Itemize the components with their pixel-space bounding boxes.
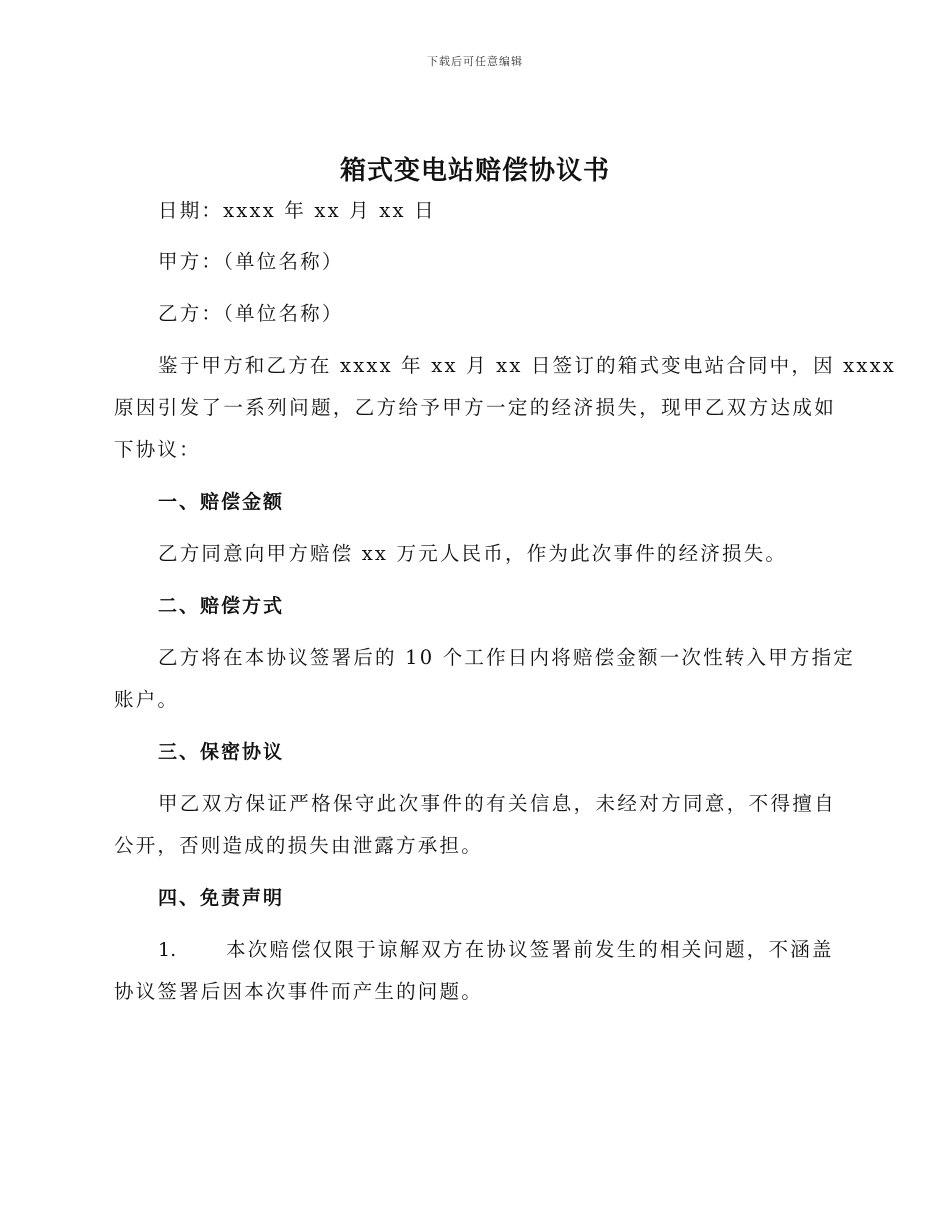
intro-paragraph-line: 鉴于甲方和乙方在 xxxx 年 xx 月 xx 日签订的箱式变电站合同中，因 xxxx <box>158 354 896 377</box>
section-text-line: 乙方将在本协议签署后的 10 个工作日内将赔偿金额一次性转入甲方指定 <box>158 646 856 669</box>
section-text-line: 甲乙双方保证严格保守此次事件的有关信息，未经对方同意，不得擅自 <box>158 792 836 815</box>
section-heading-confidentiality: 三、保密协议 <box>158 741 285 763</box>
section-text-line: 本次赔偿仅限于谅解双方在协议签署前发生的相关问题，不涵盖 <box>226 938 834 961</box>
section-heading-compensation-method: 二、赔偿方式 <box>158 595 285 617</box>
section-text-line: 乙方同意向甲方赔偿 xx 万元人民币，作为此次事件的经济损失。 <box>158 542 788 565</box>
section-text-line: 协议签署后因本次事件而产生的问题。 <box>114 980 483 1003</box>
date-line: 日期：xxxx 年 xx 月 xx 日 <box>158 199 436 222</box>
intro-paragraph-line: 原因引发了一系列问题，乙方给予甲方一定的经济损失，现甲乙双方达成如 <box>114 396 836 419</box>
page-header-note: 下载后可任意编辑 <box>427 55 523 68</box>
section-heading-disclaimer: 四、免责声明 <box>158 887 285 909</box>
party-b-line: 乙方：（单位名称） <box>158 302 344 325</box>
intro-paragraph-line: 下协议： <box>114 438 201 461</box>
section-text-line: 账户。 <box>114 688 180 711</box>
section-heading-compensation-amount: 一、赔偿金额 <box>158 491 285 513</box>
document-title: 箱式变电站赔偿协议书 <box>339 156 610 186</box>
section-text-line: 公开，否则造成的损失由泄露方承担。 <box>114 834 483 857</box>
party-a-line: 甲方：（单位名称） <box>158 250 344 273</box>
list-item-number: 1. <box>158 939 177 961</box>
